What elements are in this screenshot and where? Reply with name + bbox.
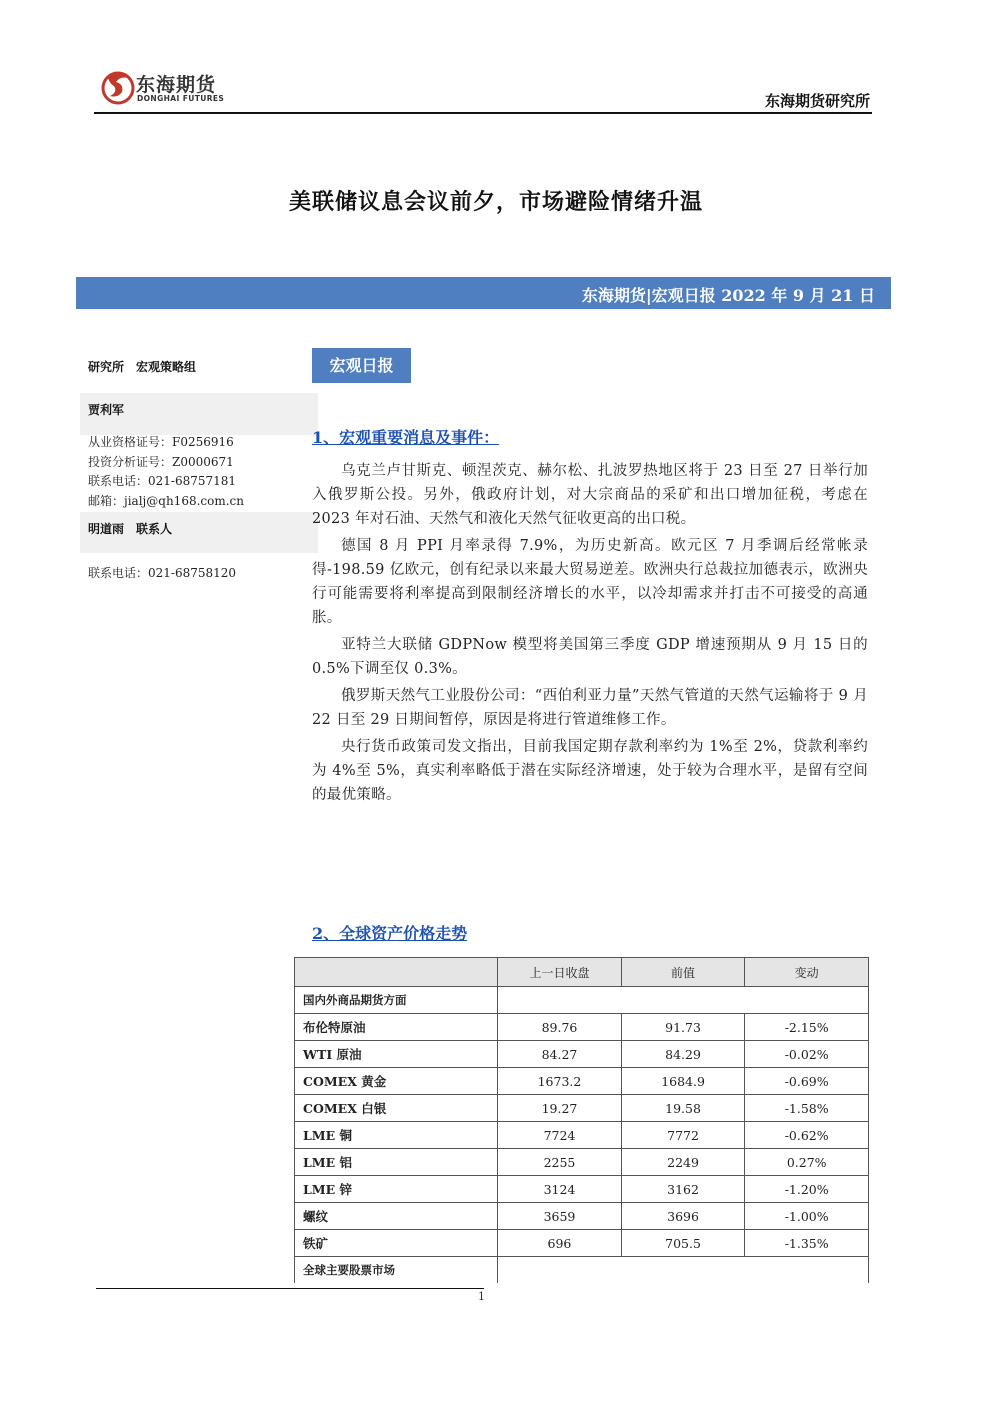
table-row bbox=[295, 1122, 869, 1149]
asset-change: -1.58% bbox=[745, 1095, 869, 1122]
asset-prev: 705.5 bbox=[621, 1230, 745, 1257]
category-spacer bbox=[498, 1257, 869, 1284]
analyst-cert-investment: 投资分析证号：Z0000671 bbox=[88, 454, 234, 469]
table-header-row bbox=[295, 958, 869, 987]
asset-close: 7724 bbox=[498, 1122, 622, 1149]
asset-close: 3659 bbox=[498, 1203, 622, 1230]
dragon-logo-icon bbox=[100, 68, 136, 106]
asset-name: LME 铝 bbox=[295, 1149, 498, 1176]
category-label: 国内外商品期货方面 bbox=[295, 987, 498, 1014]
asset-close: 3124 bbox=[498, 1176, 622, 1203]
asset-name: 铁矿 bbox=[295, 1230, 498, 1257]
asset-name: 布伦特原油 bbox=[295, 1014, 498, 1041]
contact-phone: 联系电话：021-68758120 bbox=[88, 566, 237, 580]
table-row bbox=[295, 1230, 869, 1257]
section1-body bbox=[312, 459, 868, 810]
table-row bbox=[295, 1149, 869, 1176]
asset-change: -1.20% bbox=[745, 1176, 869, 1203]
institute-name: 东海期货研究所 bbox=[764, 92, 870, 110]
table-header-cell bbox=[295, 958, 498, 987]
report-banner bbox=[76, 277, 891, 309]
asset-name: 螺纹 bbox=[295, 1203, 498, 1230]
news-paragraph: 俄罗斯天然气工业股份公司：“西伯利亚力量”天然气管道的天然气运输将于 9 月 22 日至 29 日期间暂停，原因是将进行管道维修工作。 bbox=[312, 688, 868, 728]
asset-prev: 3162 bbox=[621, 1176, 745, 1203]
sidebar-group bbox=[80, 358, 302, 378]
asset-change: -2.15% bbox=[745, 1014, 869, 1041]
table-category-row bbox=[295, 1257, 869, 1284]
contact-name-box bbox=[80, 512, 318, 553]
section1-heading: 1、宏观重要消息及事件： bbox=[312, 428, 500, 447]
asset-name: COMEX 白银 bbox=[295, 1095, 498, 1122]
analyst-details bbox=[80, 433, 302, 511]
asset-name: COMEX 黄金 bbox=[295, 1068, 498, 1095]
asset-change: -1.35% bbox=[745, 1230, 869, 1257]
page-number: 1 bbox=[478, 1290, 485, 1303]
asset-close: 84.27 bbox=[498, 1041, 622, 1068]
report-title: 美联储议息会议前夕，市场避险情绪升温 bbox=[288, 189, 703, 215]
contact-details bbox=[80, 564, 302, 584]
news-paragraph: 德国 8 月 PPI 月率录得 7.9%，为历史新高。欧元区 7 月季调后经常帐录得-198.59 亿欧元，创有纪录以来最大贸易逆差。欧洲央行总裁拉加德表示，欧洲央行可能需要将利率提高到限制经济增长的水平，以冷却需求并打击不可接受的高通胀。 bbox=[312, 538, 868, 626]
asset-prev: 84.29 bbox=[621, 1041, 745, 1068]
asset-close: 1673.2 bbox=[498, 1068, 622, 1095]
category-label: 全球主要股票市场 bbox=[295, 1257, 498, 1284]
asset-prev: 3696 bbox=[621, 1203, 745, 1230]
asset-change: -0.02% bbox=[745, 1041, 869, 1068]
footer-rule bbox=[96, 1288, 484, 1289]
analyst-phone: 联系电话：021-68757181 bbox=[88, 474, 237, 488]
report-type-tag: 宏观日报 bbox=[312, 348, 411, 383]
banner-text: 东海期货|宏观日报 2022 年 9 月 21 日 bbox=[581, 286, 875, 305]
news-paragraph: 乌克兰卢甘斯克、顿涅茨克、赫尔松、扎波罗热地区将于 23 日至 27 日举行加入俄罗斯公投。另外，俄政府计划，对大宗商品的采矿和出口增加征税，考虑在 2023 年对石油、天然气和液化天然气征收更高的出口税。 bbox=[312, 463, 868, 527]
sidebar-group-label: 研究所 宏观策略组 bbox=[88, 360, 197, 374]
asset-prev: 91.73 bbox=[621, 1014, 745, 1041]
table-row bbox=[295, 1203, 869, 1230]
header-rule bbox=[94, 112, 872, 114]
news-paragraph: 亚特兰大联储 GDPNow 模型将美国第三季度 GDP 增速预期从 9 月 15 日的 0.5%下调至仅 0.3%。 bbox=[312, 637, 868, 677]
table-row bbox=[295, 1095, 869, 1122]
asset-name: WTI 原油 bbox=[295, 1041, 498, 1068]
asset-change: -1.00% bbox=[745, 1203, 869, 1230]
logo-cn-text: 东海期货 bbox=[136, 74, 217, 96]
section2-heading: 2、全球资产价格走势 bbox=[312, 924, 468, 943]
analyst-email: 邮箱：jialj@qh168.com.cn bbox=[88, 493, 244, 508]
table-row bbox=[295, 1014, 869, 1041]
table-row bbox=[295, 1176, 869, 1203]
company-logo bbox=[100, 68, 230, 108]
asset-close: 19.27 bbox=[498, 1095, 622, 1122]
asset-price-table bbox=[294, 957, 869, 1283]
logo-en-text: DONGHAI FUTURES bbox=[137, 94, 225, 103]
category-spacer bbox=[498, 987, 869, 1014]
asset-prev: 19.58 bbox=[621, 1095, 745, 1122]
asset-close: 2255 bbox=[498, 1149, 622, 1176]
asset-change: -0.69% bbox=[745, 1068, 869, 1095]
table-row bbox=[295, 1068, 869, 1095]
asset-name: LME 铜 bbox=[295, 1122, 498, 1149]
asset-change: 0.27% bbox=[745, 1149, 869, 1176]
analyst-name: 贾利军 bbox=[88, 403, 125, 417]
asset-prev: 2249 bbox=[621, 1149, 745, 1176]
asset-change: -0.62% bbox=[745, 1122, 869, 1149]
table-header-cell: 变动 bbox=[745, 958, 869, 987]
table-header-cell: 前值 bbox=[621, 958, 745, 987]
asset-name: LME 锌 bbox=[295, 1176, 498, 1203]
asset-close: 696 bbox=[498, 1230, 622, 1257]
contact-name: 明道雨 联系人 bbox=[88, 522, 173, 536]
news-paragraph: 央行货币政策司发文指出，目前我国定期存款利率约为 1%至 2%，贷款利率约为 4%至 5%，真实利率略低于潜在实际经济增速，处于较为合理水平，是留有空间的最优策略。 bbox=[312, 739, 868, 803]
table-category-row bbox=[295, 987, 869, 1014]
analyst-name-box bbox=[80, 393, 318, 435]
analyst-cert-qualification: 从业资格证号：F0256916 bbox=[88, 435, 234, 449]
asset-prev: 7772 bbox=[621, 1122, 745, 1149]
asset-prev: 1684.9 bbox=[621, 1068, 745, 1095]
table-row bbox=[295, 1041, 869, 1068]
asset-close: 89.76 bbox=[498, 1014, 622, 1041]
table-header-cell: 上一日收盘 bbox=[498, 958, 622, 987]
